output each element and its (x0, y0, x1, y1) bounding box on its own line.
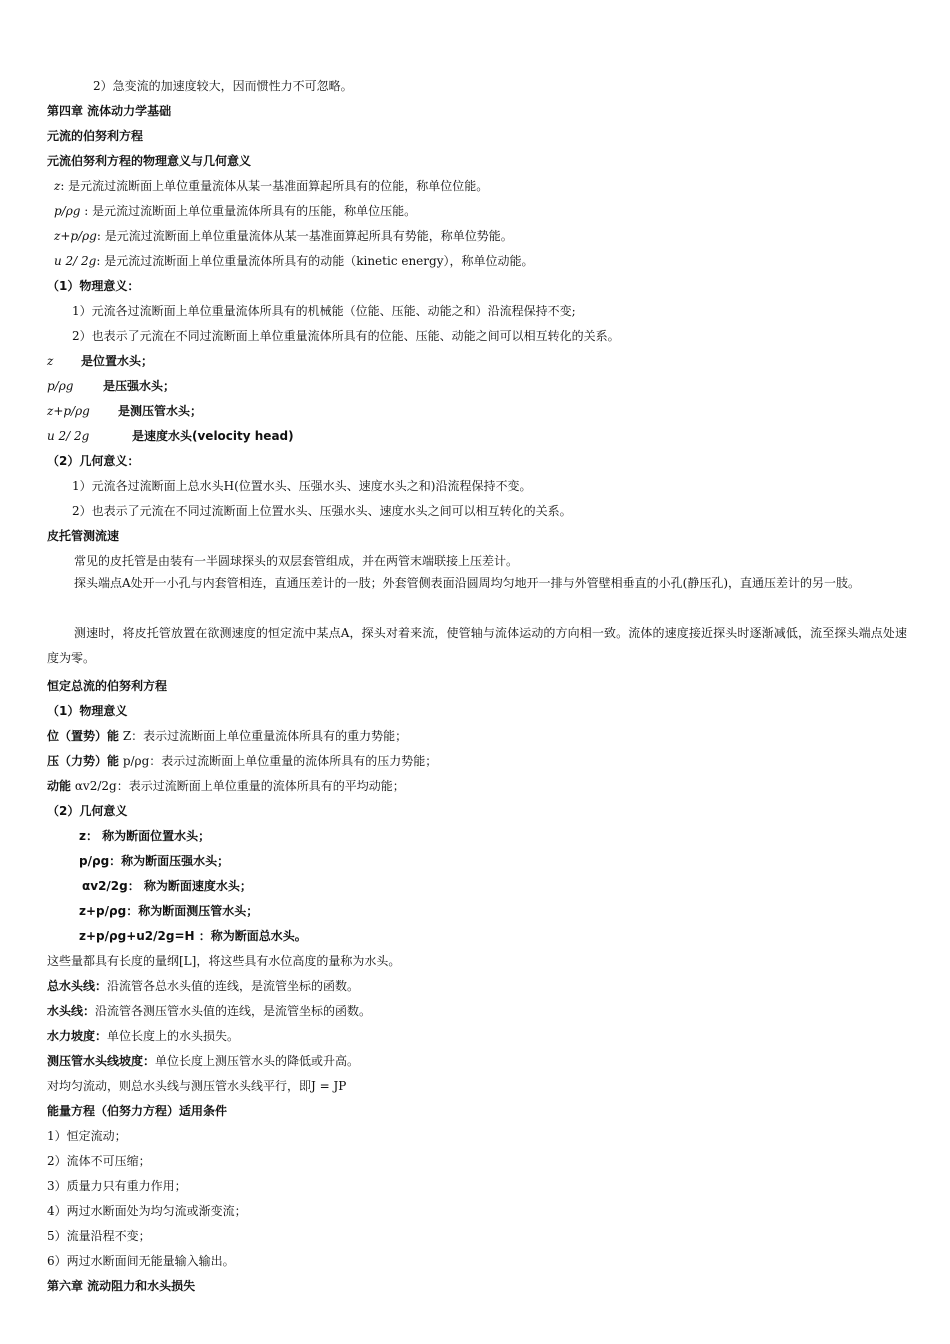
list-item: 2）流体不可压缩； (47, 1154, 151, 1168)
formula-symbol: u 2/ 2g (47, 429, 90, 443)
text-line (47, 352, 907, 370)
text-line: 2）急变流的加速度较大，因而惯性力不可忽略。 (93, 79, 353, 93)
section-heading: 恒定总流的伯努利方程 (47, 679, 168, 693)
text-span: 是位置水头； (81, 354, 154, 368)
text-span: 单位长度上测压管水头的降低或升高。 (155, 1054, 360, 1068)
text-line: 对均匀流动，则总水头线与测压管水头线平行，即J = JP (47, 1079, 347, 1093)
text-span: 称为断面速度水头； (139, 879, 252, 893)
text-span: : 是元流过流断面上单位重量流体从某一基准面算起所具有势能，称单位势能。 (96, 229, 513, 243)
text-line (47, 727, 907, 745)
paragraph: 探头端点A处开一小孔与内套管相连，直通压差计的一肢；外套管侧表面沿圆周均匀地开一排与外管壁相垂直的小孔(静压孔)，直通压差计的另一肢。 (74, 576, 861, 590)
text-line (47, 752, 907, 770)
formula-symbol: p/ρg： (79, 854, 122, 868)
paragraph: 常见的皮托管是由装有一半圆球探头的双层套管组成，并在两管末端联接上压差计。 (74, 554, 519, 568)
subheading: （2）几何意义 (47, 804, 128, 818)
term-label: 总水头线： (47, 979, 108, 993)
text-line (47, 1052, 907, 1070)
text-span: : 是元流过流断面上单位重量流体所具有的动能（kinetic energy），称单位动能。 (96, 254, 534, 268)
text-line (47, 177, 914, 195)
term-label: 测压管水头线坡度： (47, 1054, 156, 1068)
text-line (47, 877, 942, 895)
text-line (47, 1002, 907, 1020)
text-span: 沿流管各总水头值的连线，是流管坐标的函数。 (107, 979, 360, 993)
term-label: 压（力势）能 (47, 754, 120, 768)
text-line (47, 827, 939, 845)
text-span: 称为断面测压管水头； (138, 904, 259, 918)
text-line: 这些量都具有长度的量纲[L]，将这些具有水位高度的量称为水头。 (47, 954, 401, 968)
text-line (47, 927, 939, 945)
text-span: 沿流管各测压管水头值的连线，是流管坐标的函数。 (95, 1004, 372, 1018)
text-line (47, 402, 907, 420)
text-span: 称为断面压强水头； (121, 854, 230, 868)
list-item: 4）两过水断面处为均匀流或渐变流； (47, 1204, 247, 1218)
text-span: : 是元流过流断面上单位重量流体从某一基准面算起所具有的位能，称单位位能。 (60, 179, 489, 193)
subheading: （2）几何意义： (47, 454, 140, 468)
term-label: 水力坡度： (47, 1029, 108, 1043)
term-label: 动能 (47, 779, 72, 793)
text-span: 称为断面位置水头； (98, 829, 211, 843)
paragraph: 测速时，将皮托管放置在欲测速度的恒定流中某点A，探头对着来流，使管轴与流体运动的方向相一致。流体的速度接近探头时逐渐减低，流至探头端点处速度为零。 (47, 626, 907, 665)
section-heading: 能量方程（伯努力方程）适用条件 (47, 1104, 228, 1118)
chapter-heading: 第四章 流体动力学基础 (47, 104, 172, 118)
formula-symbol: αv2/2g： (82, 879, 140, 893)
formula-symbol: z+p/ρg (47, 404, 90, 418)
chapter-heading: 第六章 流动阻力和水头损失 (47, 1279, 196, 1293)
subheading: （1）物理意义 (47, 704, 128, 718)
text-line (47, 227, 914, 245)
list-item: 1）恒定流动； (47, 1129, 127, 1143)
list-item: 6）两过水断面间无能量输入输出。 (47, 1254, 235, 1268)
text-line: 1）元流各过流断面上单位重量流体所具有的机械能（位能、压能、动能之和）沿流程保持不变; (72, 304, 576, 318)
text-span: Z：表示过流断面上单位重量流体所具有的重力势能； (119, 729, 408, 743)
section-heading: 皮托管测流速 (47, 529, 120, 543)
text-line: 1）元流各过流断面上总水头H(位置水头、压强水头、速度水头之和)沿流程保持不变。 (72, 479, 532, 493)
text-span: : 是元流过流断面上单位重量流体所具有的压能，称单位压能。 (80, 204, 417, 218)
subheading: （1）物理意义： (47, 279, 140, 293)
text-line (47, 377, 907, 395)
text-span: αv2/2g：表示过流断面上单位重量的流体所具有的平均动能； (71, 779, 405, 793)
text-line (47, 1027, 907, 1045)
text-span: p/ρg：表示过流断面上单位重量的流体所具有的压力势能； (119, 754, 438, 768)
text-span: 称为断面总水头。 (210, 929, 307, 943)
text-span: 是测压管水头； (118, 404, 203, 418)
text-span: 单位长度上的水头损失。 (107, 1029, 240, 1043)
formula-symbol: z+p/ρg+u2/2g=H ： (79, 929, 211, 943)
text-line (47, 252, 914, 270)
formula-symbol: p/ρg (54, 204, 81, 218)
text-line (47, 777, 907, 795)
formula-symbol: z+p/ρg (54, 229, 97, 243)
text-line (47, 427, 907, 445)
formula-symbol: z+p/ρg： (79, 904, 139, 918)
text-line: 2）也表示了元流在不同过流断面上单位重量流体所具有的位能、压能、动能之间可以相互转化的关系。 (72, 329, 620, 343)
section-heading: 元流的伯努利方程 (47, 129, 144, 143)
list-item: 3）质量力只有重力作用； (47, 1179, 187, 1193)
text-line (47, 902, 939, 920)
formula-symbol: z： (79, 829, 98, 843)
text-span: 是压强水头； (103, 379, 176, 393)
formula-symbol: u 2/ 2g (54, 254, 97, 268)
term-label: 位（置势）能 (47, 729, 120, 743)
section-heading: 元流伯努利方程的物理意义与几何意义 (47, 154, 252, 168)
text-line (47, 852, 939, 870)
formula-symbol: z (54, 179, 61, 193)
text-line (47, 202, 914, 220)
formula-symbol: z (47, 354, 54, 368)
term-label: 水头线： (47, 1004, 96, 1018)
text-span: 是速度水头(velocity head) (132, 429, 294, 443)
text-line (47, 977, 907, 995)
text-line: 2）也表示了元流在不同过流断面上位置水头、压强水头、速度水头之间可以相互转化的关系。 (72, 504, 572, 518)
formula-symbol: p/ρg (47, 379, 74, 393)
list-item: 5）流量沿程不变； (47, 1229, 151, 1243)
